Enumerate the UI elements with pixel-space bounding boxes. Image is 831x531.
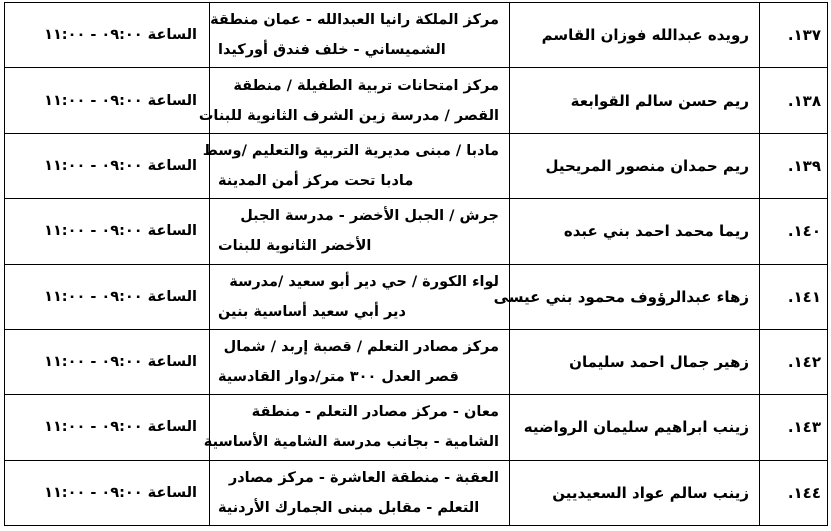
exam-time: الساعة ٠٩:٠٠ - ١١:٠٠ <box>5 199 210 264</box>
exam-location <box>198 68 510 133</box>
exam-location <box>210 3 510 68</box>
exam-location <box>203 395 510 460</box>
exam-time: الساعة ٠٩:٠٠ - ١١:٠٠ <box>5 3 210 68</box>
location-line-2: قصر العدل ٣٠٠ متر/دوار القادسية <box>218 369 459 386</box>
exam-time: الساعة ٠٩:٠٠ - ١١:٠٠ <box>5 395 210 460</box>
location-line-1: مركز مصادر التعلم / قصبة إربد / شمال <box>223 339 499 356</box>
location-line-1: مركز امتحانات تربية الطفيلة / منطقة <box>233 77 499 94</box>
exam-location <box>210 264 510 329</box>
location-line-1: مركز الملكة رانيا العبدالله - عمان منطقة <box>210 12 499 29</box>
table-row <box>5 329 828 394</box>
row-number: ١٣٩. <box>760 133 828 198</box>
exam-location <box>210 329 510 394</box>
exam-location <box>202 133 510 198</box>
exam-time: الساعة ٠٩:٠٠ - ١١:٠٠ <box>5 68 210 133</box>
location-line-2: الشميساني - خلف فندق أوركيدا <box>218 42 446 59</box>
location-line-2: الشامية - بجانب مدرسة الشامية الأساسية <box>203 434 499 451</box>
row-number: ١٣٧. <box>760 3 828 68</box>
schedule-table <box>4 2 828 526</box>
row-number: ١٣٨. <box>760 68 828 133</box>
table-row <box>5 264 828 329</box>
row-number: ١٤١. <box>760 264 828 329</box>
location-line-2: دير أبي سعيد أساسية بنين <box>218 303 406 320</box>
table-row <box>5 3 828 68</box>
exam-time: الساعة ٠٩:٠٠ - ١١:٠٠ <box>5 329 210 394</box>
location-line-2: القصر / مدرسة زين الشرف الثانوية للبنات <box>198 107 499 124</box>
table-row <box>5 199 828 264</box>
location-line-1: مادبا / مبنى مديرية التربية والتعليم /وسط <box>202 142 499 159</box>
row-number: ١٤٤. <box>760 460 828 525</box>
location-line-1: معان - مركز مصادر التعلم - منطقة <box>251 404 499 421</box>
exam-time: الساعة ٠٩:٠٠ - ١١:٠٠ <box>5 133 210 198</box>
candidate-name: زهاء عبدالرؤوف محمود بني عيسى <box>510 264 760 329</box>
candidate-name: ريما محمد احمد بني عبده <box>510 199 760 264</box>
exam-time: الساعة ٠٩:٠٠ - ١١:٠٠ <box>5 460 210 525</box>
candidate-name: رويده عبدالله فوزان القاسم <box>510 3 760 68</box>
table-row <box>5 68 828 133</box>
location-line-1: جرش / الجبل الأخضر - مدرسة الجبل <box>240 208 499 225</box>
candidate-name: زهير جمال احمد سليمان <box>510 329 760 394</box>
location-line-2: التعلم - مقابل مبنى الجمارك الأردنية <box>218 499 480 516</box>
exam-time: الساعة ٠٩:٠٠ - ١١:٠٠ <box>5 264 210 329</box>
candidate-name: زينب سالم عواد السعيديين <box>510 460 760 525</box>
location-line-2: الأخضر الثانوية للبنات <box>218 238 372 255</box>
row-number: ١٤٠. <box>760 199 828 264</box>
table-row <box>5 133 828 198</box>
location-line-1: لواء الكورة / حي دير أبو سعيد /مدرسة <box>229 273 499 290</box>
row-number: ١٤٣. <box>760 395 828 460</box>
exam-location <box>210 199 510 264</box>
candidate-name: ريم حمدان منصور المريحيل <box>510 133 760 198</box>
location-line-1: العقبة - منطقة العاشرة - مركز مصادر <box>228 469 499 486</box>
candidate-name: زينب ابراهيم سليمان الرواضيه <box>510 395 760 460</box>
candidate-name: ريم حسن سالم القوابعة <box>510 68 760 133</box>
exam-location <box>210 460 510 525</box>
location-line-2: مادبا تحت مركز أمن المدينة <box>218 172 414 189</box>
row-number: ١٤٢. <box>760 329 828 394</box>
table-row <box>5 460 828 525</box>
table-row <box>5 395 828 460</box>
